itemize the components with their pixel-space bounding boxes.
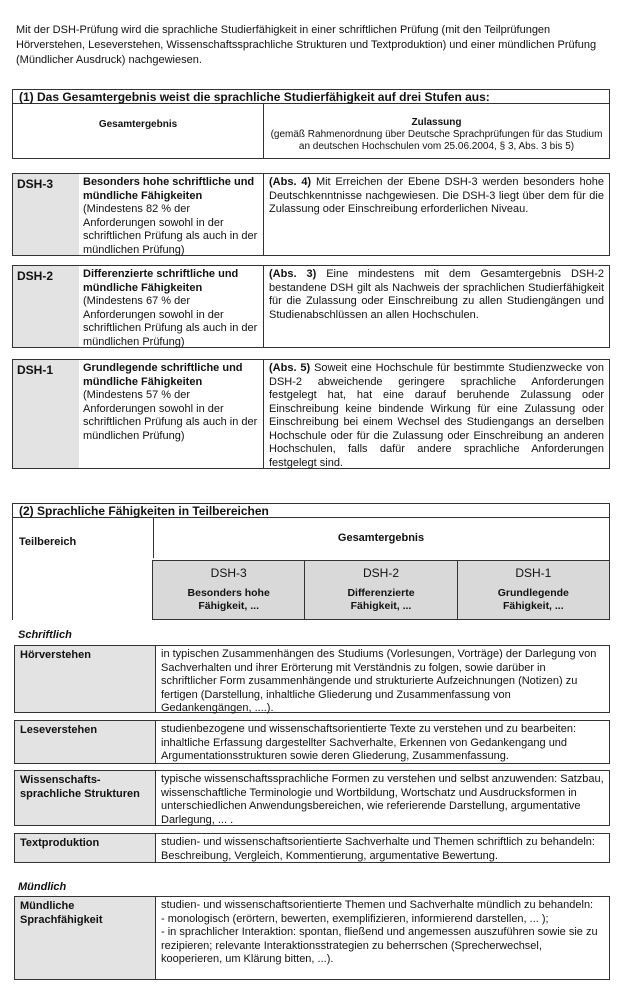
description-line: - in sprachlicher Interaktion: spontan, fließend und angemessen auszuführen sowie sie zu rezipieren; relevante Interaktionsstrategien zu beherrschen (Sprecherwechsel, kooperieren, um Klärung bitten, ...). bbox=[161, 926, 598, 965]
level-dsh2 bbox=[305, 561, 457, 619]
teilbereich-name: Mündliche Sprachfähigkeit bbox=[15, 897, 155, 979]
dsh-description bbox=[79, 266, 264, 347]
description-line: in typischen Zusammenhängen des Studiums (Vorlesungen, Vorträge) der Darlegung von Sachverhalten und ihrer Erörterung mit Verständnis zu folgen, sowie darüber in schriftlicher Form zusammenhängende und strukturierte Aufzeichnungen (Notizen) zu fertigen (Darstellung, inhaltliche Gliederung und Zusammenfassung von Gedankengängen, ....). bbox=[161, 648, 597, 714]
teilbereich-name: Wissenschafts-sprachliche Strukturen bbox=[15, 771, 155, 825]
level-dsh1 bbox=[458, 561, 609, 619]
level-dsh3 bbox=[153, 561, 305, 619]
header-gesamtergebnis-2: Gesamtergebnis bbox=[337, 532, 425, 544]
description-line: typische wissenschaftssprachliche Formen zu verstehen und selbst anzuwenden: Satzbau, wissenschaftliche Terminologie und Wortbildung, Wortschatz und Ausdrucksformen in unterschiedlichen Anwendungsbereichen, wie referierende Darstellung, argumentative Darlegung, ... . bbox=[161, 773, 604, 826]
description-line: studien- und wissenschaftsorientierte Themen und Sachverhalte mündlich zu behandeln: bbox=[161, 899, 594, 911]
level-code: DSH-3 bbox=[210, 566, 247, 580]
header-zulassung-sub: (gemäß Rahmenordnung über Deutsche Sprachprüfungen für das Studium an deutschen Hochschulen vom 25.06.2004, § 3, Abs. 3 bis 5) bbox=[270, 129, 603, 152]
teilbereich-name: Textproduktion bbox=[15, 834, 155, 862]
dsh-zulassung-text bbox=[264, 266, 609, 324]
teilbereich-row bbox=[14, 720, 610, 764]
level-sub1: Grundlegende bbox=[497, 587, 569, 599]
dsh-zulassung-text bbox=[264, 360, 609, 472]
description-line: studienbezogene und wissenschaftsorientierte Texte zu verstehen und zu bearbeiten: inhaltliche Erfassung dargestellter Sachverhalte, Erkennen von Gedankengang und Argumentationsstrukturen sowie deren Gliederung, Zusammenfassung. bbox=[161, 723, 577, 762]
teilbereich-row bbox=[14, 896, 610, 980]
teilbereich-row bbox=[14, 833, 610, 863]
dsh-row bbox=[12, 359, 610, 469]
teilbereich-description bbox=[155, 721, 609, 763]
level-strip bbox=[152, 560, 610, 620]
teilbereich-description bbox=[155, 897, 609, 979]
description-line: - monologisch (erörtern, bewerten, exemplifizieren, informierend darstellen, ... ); bbox=[161, 912, 549, 925]
section1-header bbox=[12, 104, 610, 159]
dsh-zulassung-body: Eine mindestens mit dem Gesamtergebnis DSH-2 bestandene DSH gilt als Nachweis der sprachlichen Studierfähigkeit für die Zulassung oder Einschreibung zu allen Studiengängen und Studienabschlüssen an allen Hochschulen. bbox=[269, 268, 604, 321]
level-sub1: Differenzierte bbox=[347, 587, 415, 599]
dsh-description bbox=[79, 360, 264, 468]
dsh-requirement: (Mindestens 82 % der Anforderungen sowohl in der schriftlichen Prüfung als auch in der mündlichen Prüfung) bbox=[83, 203, 258, 256]
dsh-description bbox=[79, 174, 264, 255]
header-teilbereich: Teilbereich bbox=[19, 536, 77, 548]
header-zulassung bbox=[264, 104, 609, 171]
section2-title: (2) Sprachliche Fähigkeiten in Teilbereichen bbox=[12, 503, 610, 518]
dsh-code: DSH-1 bbox=[13, 360, 79, 468]
level-sub2: Fähigkeit, ... bbox=[198, 600, 259, 612]
dsh-zulassung-text bbox=[264, 174, 609, 219]
dsh-zulassung-body: Soweit eine Hochschule für bestimmte Studienzwecke von DSH-2 abweichende geringere sprachliche Anforderungen festgelegt hat, hat eine darauf beruhende Zulassung oder Einschreibung keine bindende Wirkung für eine Zulassung oder Einschreibung bei einem Wechsel des Studiengangs an derselben Hochschule oder für die Zulassung oder Einschreibung an anderen Hochschulen, falls dafür andere sprachliche Anforderungen festgelegt sind. bbox=[269, 362, 604, 469]
dsh-title: Besonders hohe schriftliche und mündliche Fähigkeiten bbox=[83, 176, 255, 202]
teilbereich-name: Leseverstehen bbox=[15, 721, 155, 763]
dsh-requirement: (Mindestens 57 % der Anforderungen sowohl in der schriftlichen Prüfung als auch in der mündlichen Prüfung) bbox=[83, 389, 258, 442]
dsh-row bbox=[12, 265, 610, 348]
group-label-schriftlich: Schriftlich bbox=[18, 629, 72, 641]
teilbereich-row bbox=[14, 645, 610, 713]
teilbereich-description bbox=[155, 834, 609, 862]
dsh-row bbox=[12, 173, 610, 256]
level-sub2: Fähigkeit, ... bbox=[350, 600, 412, 612]
level-sub2: Fähigkeit, ... bbox=[502, 600, 564, 612]
level-sub1: Besonders hohe bbox=[187, 587, 270, 599]
dsh-abs: (Abs. 5) bbox=[269, 362, 311, 374]
dsh-title: Grundlegende schriftliche und mündliche Fähigkeiten bbox=[83, 362, 243, 388]
dsh-abs: (Abs. 3) bbox=[269, 268, 317, 280]
header-gesamtergebnis: Gesamtergebnis bbox=[13, 104, 264, 158]
teilbereich-row bbox=[14, 770, 610, 826]
header-zulassung-title: Zulassung bbox=[411, 117, 462, 128]
dsh-title: Differenzierte schriftliche und mündliche Fähigkeiten bbox=[83, 268, 239, 294]
dsh-code: DSH-3 bbox=[13, 174, 79, 255]
group-label-muendlich: Mündlich bbox=[18, 881, 67, 893]
teilbereich-description bbox=[155, 646, 609, 712]
teilbereich-name: Hörverstehen bbox=[15, 646, 155, 712]
teilbereich-description bbox=[155, 771, 609, 825]
description-line: studien- und wissenschaftsorientierte Sachverhalte und Themen schriftlich zu behandeln: Beschreibung, Vergleich, Kommentierung, argumentative Bewertung. bbox=[161, 836, 595, 862]
dsh-code: DSH-2 bbox=[13, 266, 79, 347]
dsh-zulassung-body: Mit Erreichen der Ebene DSH-3 werden besonders hohe Deutschkenntnisse nachgewiesen. Die DSH-3 liegt über dem für die Zulassung oder Einschreibung erforderlichen Niveau. bbox=[269, 176, 605, 215]
level-code: DSH-2 bbox=[362, 566, 399, 580]
level-code: DSH-1 bbox=[515, 566, 552, 580]
dsh-abs: (Abs. 4) bbox=[269, 176, 312, 188]
dsh-requirement: (Mindestens 67 % der Anforderungen sowohl in der schriftlichen Prüfung als auch in der mündlichen Prüfung) bbox=[83, 295, 258, 348]
section1-title: (1) Das Gesamtergebnis weist die sprachliche Studierfähigkeit auf drei Stufen aus: bbox=[12, 89, 610, 104]
intro-paragraph: Mit der DSH-Prüfung wird die sprachliche Studierfähigkeit in einer schriftlichen Prüfung (mit den Teilprüfungen Hörverstehen, Leseverstehen, Wissenschaftssprachliche Strukturen und Textproduktion) und einer mündlichen Prüfung (Mündlicher Ausdruck) nachgewiesen. bbox=[16, 24, 597, 66]
